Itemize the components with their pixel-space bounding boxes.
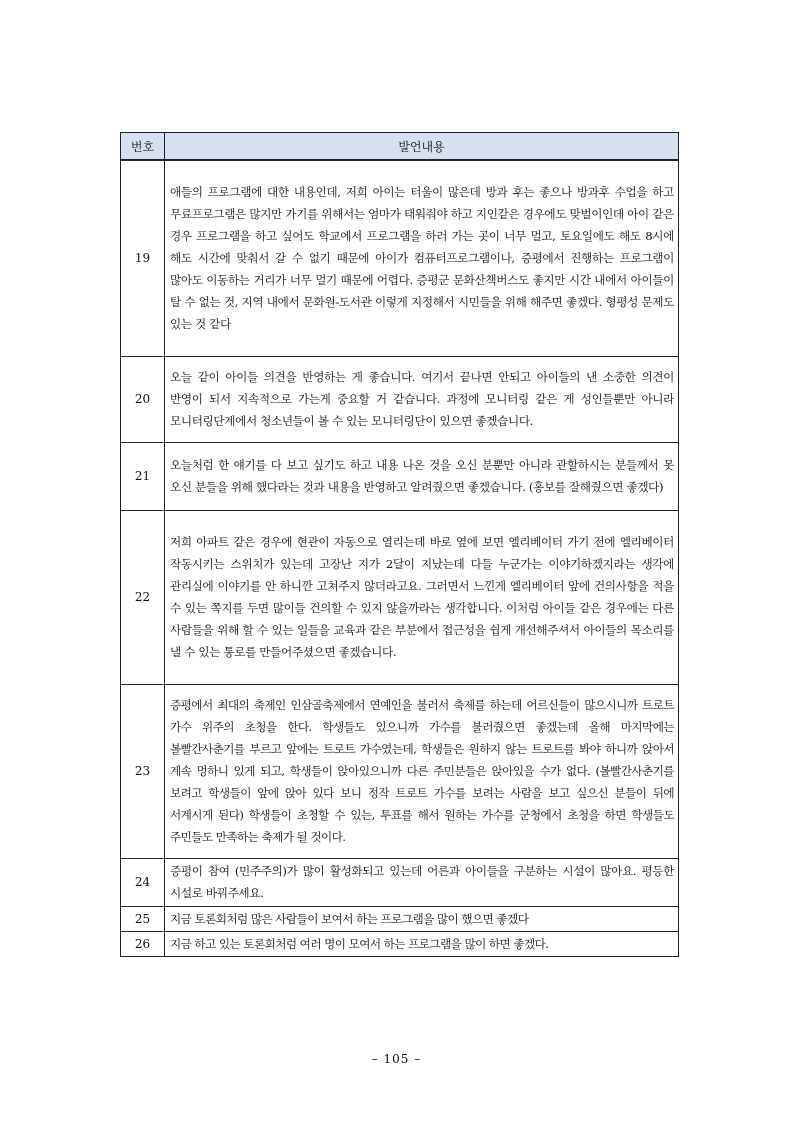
remark-text: 오늘처럼 한 얘기를 다 보고 싶기도 하고 내용 나온 것을 오신 분뿐만 아니라 관할하시는 분들께서 못 오신 분들을 위해 했다라는 것과 내용을 반영하고 알려줬으면 좋겠습니다. (홍보를 잘해줬으면 좋겠다) xyxy=(165,442,679,510)
remark-text: 지금 하고 있는 토론회처럼 여러 명이 모여서 하는 프로그램을 많이 하면 좋겠다. xyxy=(165,931,679,956)
table-header-row xyxy=(121,133,679,161)
row-number: 20 xyxy=(121,356,165,442)
row-number: 23 xyxy=(121,684,165,858)
remark-text: 증평이 참여 (민주주의)가 많이 활성화되고 있는데 어른과 아이들을 구분하는 시설이 많아요. 평등한 시설로 바꿔주세요. xyxy=(165,858,679,906)
table-row xyxy=(121,160,679,356)
remark-text: 증평에서 최대의 축제인 인삼골축제에서 연예인을 불러서 축제를 하는데 어르신들이 많으시니까 트로트 가수 위주의 초청을 한다. 학생들도 있으니까 가수를 불러줬으면 좋겠는데 올해 마지막에는 볼빨간사춘기를 부르고 앞에는 트로트 가수였는데, 학생들은 원하지 않는 트로트를 봐야 하니까 앉아서 계속 멍하니 있게 되고, 학생들이 앉아있으니까 다른 주민분들은 앉아있을 수가 없다. (볼빨간사춘기를 보려고 학생들이 앞에 앉아 있다 보니 정작 트로트 가수를 보려는 사람을 보고 싶으신 분들이 뒤에 서계시게 된다) 학생들이 초청할 수 있는, 투표를 해서 원하는 가수를 군청에서 초청을 하면 학생들도 주민들도 만족하는 축제가 될 것이다. xyxy=(165,684,679,858)
table-row xyxy=(121,356,679,442)
header-number: 번호 xyxy=(121,133,165,161)
row-number: 21 xyxy=(121,442,165,510)
remark-text: 저희 아파트 같은 경우에 현관이 자동으로 열리는데 바로 옆에 보면 엘리베이터 가기 전에 엘리베이터 작동시키는 스위치가 있는데 고장난 지가 2달이 지났는데 다들 누군가는 이야기하겠지라는 생각에 관리실에 이야기를 안 하니깐 고쳐주지 않더라고요. 그러면서 느낀게 엘리베이터 앞에 건의사항을 적을 수 있는 쪽지를 두면 많이들 건의할 수 있지 않을까라는 생각합니다. 이처럼 아이들 같은 경우에는 다른 사람들을 위해 할 수 있는 일들을 교육과 같은 부분에서 접근성을 쉽게 개선해주셔서 아이들의 목소리를 낼 수 있는 통로를 만들어주셨으면 좋겠습니다. xyxy=(165,510,679,684)
remarks-table xyxy=(120,132,679,957)
row-number: 24 xyxy=(121,858,165,906)
remark-text: 애들의 프로그램에 대한 내용인데, 저희 아이는 터울이 많은데 방과 후는 좋으나 방과후 수업을 하고 무료프로그램은 많지만 가기를 위해서는 엄마가 태워줘야 하고 지인같은 경우에도 맞벌이인데 아이 같은 경우 프로그램을 하고 싶어도 학교에서 프로그램을 하러 가는 곳이 너무 멀고, 토요일에도 해도 8시에 해도 시간에 맞춰서 갈 수 없기 때문에 아이가 컴퓨터프로그램이나, 증평에서 진행하는 프로그램이 많아도 이동하는 거리가 너무 멀기 때문에 어렵다. 증평군 문화산책버스도 좋지만 시간 내에서 아이들이 탈 수 없는 것, 지역 내에서 문화원-도서관 이렇게 지정해서 시민들을 위해 해주면 좋겠다. 형평성 문제도 있는 것 같다 xyxy=(165,160,679,356)
table-row xyxy=(121,906,679,931)
row-number: 19 xyxy=(121,160,165,356)
table-row xyxy=(121,931,679,956)
page-number: – 105 – xyxy=(371,1052,422,1066)
header-content: 발언내용 xyxy=(165,133,679,161)
table-row xyxy=(121,510,679,684)
remark-text: 오늘 같이 아이들 의견을 반영하는 게 좋습니다. 여기서 끝나면 안되고 아이들의 낸 소중한 의견이 반영이 되서 지속적으로 가는게 중요할 거 같습니다. 과정에 모니터링 같은 게 성인들뿐만 아니라 모니터링단계에서 청소년들이 볼 수 있는 모니터링단이 있으면 좋겠습니다. xyxy=(165,356,679,442)
row-number: 22 xyxy=(121,510,165,684)
row-number: 26 xyxy=(121,931,165,956)
table-row xyxy=(121,442,679,510)
table-row xyxy=(121,858,679,906)
table-row xyxy=(121,684,679,858)
row-number: 25 xyxy=(121,906,165,931)
remark-text: 지금 토론회처럼 많은 사람들이 보여서 하는 프로그램을 많이 했으면 좋겠다 xyxy=(165,906,679,931)
